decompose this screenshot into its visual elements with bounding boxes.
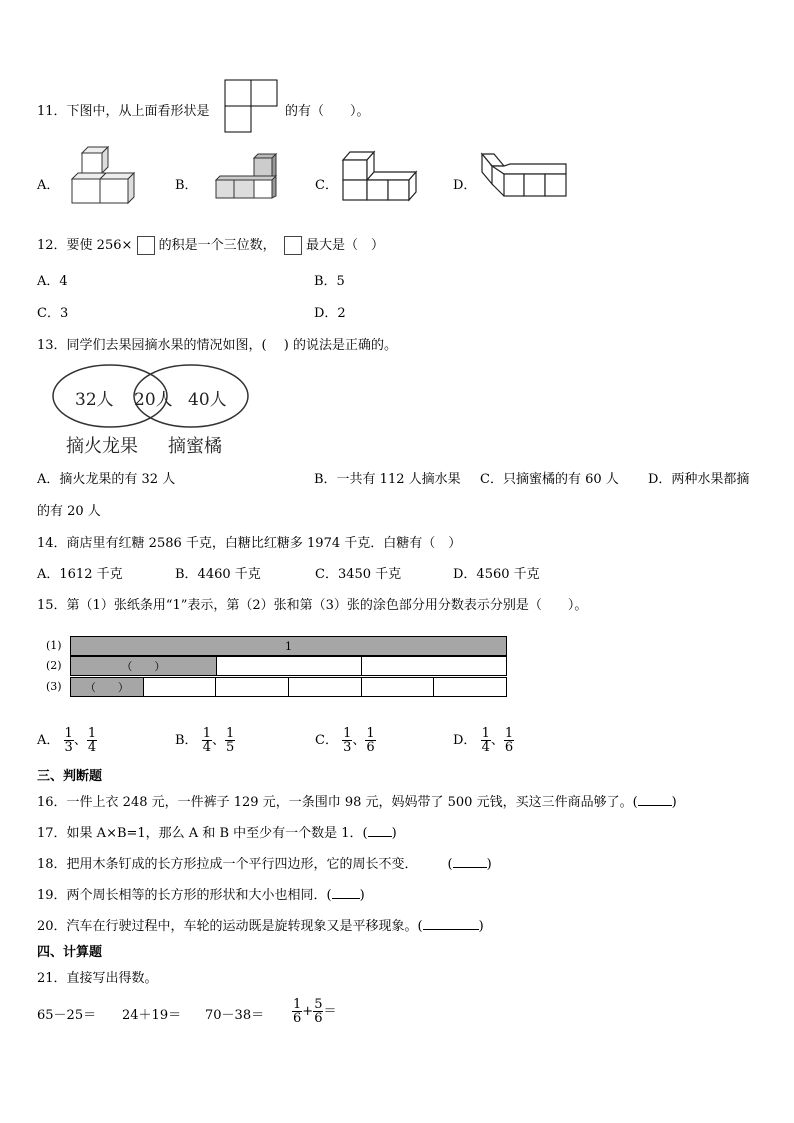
calc-item-4 (292, 992, 336, 1032)
fraction: $\frac{1}{6}$ (293, 997, 302, 1026)
cube-figure-d-icon (480, 152, 570, 200)
strip-3-part (433, 677, 507, 697)
answer-blank[interactable] (638, 805, 672, 806)
q15-stem: 15．第（1）张纸条用“1”表示，第（2）张和第（3）张的涂色部分用分数表示分别是（ ）。 (37, 598, 588, 613)
q18-text: 18．把用木条钉成的长方形拉成一个平行四边形，它的周长不变． (37, 857, 418, 872)
q15-option-a[interactable] (37, 720, 97, 762)
blank-box-icon (284, 236, 302, 255)
q12-option-d[interactable]: D．2 (314, 306, 346, 321)
section-title-calculation: 四、计算题 (37, 945, 103, 960)
q14-option-c[interactable]: C．3450 千克 (315, 567, 402, 582)
q13-option-d[interactable]: D．两种水果都摘 (648, 472, 750, 487)
q14-option-d[interactable]: D．4560 千克 (453, 567, 540, 582)
separator: 、 (73, 733, 87, 748)
section-title-judgement: 三、判断题 (37, 769, 103, 784)
strip-1-whole: 1 (70, 636, 507, 656)
q14-option-b[interactable]: B．4460 千克 (175, 567, 261, 582)
answer-blank[interactable] (453, 867, 487, 868)
fraction: $\frac{1}{5}$ (226, 726, 235, 755)
q12-stem-c: 最大是（ ） (305, 238, 384, 253)
q11-option-a[interactable]: A． (37, 178, 60, 193)
q11-option-c[interactable]: C． (315, 178, 338, 193)
strip-3-part (143, 677, 217, 697)
plus-sign: + (302, 1004, 314, 1019)
q17-text: 17．如果 A×B=1，那么 A 和 B 中至少有一个数是 1．( (37, 826, 368, 841)
top-view-shape-icon (224, 79, 280, 135)
q18-close: ) (486, 857, 492, 872)
q19 (37, 884, 365, 903)
q19-text: 19．两个周长相等的长方形的形状和大小也相同．( (37, 888, 332, 903)
q19-close: ) (359, 888, 365, 903)
q15-option-c[interactable] (315, 720, 376, 762)
option-label: A． (37, 733, 60, 748)
strip-2-part (361, 656, 507, 676)
q17-close: ) (391, 826, 397, 841)
strip-2 (70, 656, 507, 676)
q12-stem-a: 12．要使 256× (37, 238, 133, 253)
q13-stem: 13．同学们去果园摘水果的情况如图，( ) 的说法是正确的。 (37, 338, 397, 353)
venn-left-count: 32人 (75, 390, 114, 410)
venn-middle-count: 20人 (134, 390, 173, 410)
q17 (37, 822, 397, 841)
strip-3-part (288, 677, 362, 697)
strip-2-shaded: （ ） (70, 656, 217, 676)
separator: 、 (490, 733, 504, 748)
fraction: $\frac{1}{4}$ (202, 726, 211, 755)
fraction: $\frac{5}{6}$ (314, 997, 323, 1026)
separator: 、 (211, 733, 225, 748)
q12-option-c[interactable]: C．3 (37, 306, 69, 321)
venn-label-left: 摘火龙果 (66, 436, 138, 457)
strip-3 (70, 677, 507, 697)
q11-option-b[interactable]: B． (175, 178, 198, 193)
strip-label-3: (3) (46, 680, 62, 693)
q18 (37, 853, 492, 872)
fraction: $\frac{1}{4}$ (481, 726, 490, 755)
strip-3-part (361, 677, 435, 697)
q15-option-d[interactable] (453, 720, 514, 762)
q12-option-a[interactable]: A．4 (37, 274, 68, 289)
q11-stem-post: 的有（ ）。 (285, 104, 370, 119)
q16-text: 16．一件上衣 248 元，一件裤子 129 元，一条围巾 98 元，妈妈带了 500 元钱，买这三件商品够了。( (37, 795, 638, 810)
blank-box-icon (137, 236, 155, 255)
fraction: $\frac{1}{4}$ (87, 726, 97, 755)
fraction: $\frac{1}{6}$ (366, 726, 375, 755)
q16 (37, 791, 677, 810)
strip-label-2: (2) (46, 659, 62, 672)
strip-1 (70, 636, 507, 656)
answer-blank[interactable] (423, 929, 479, 930)
q21-stem: 21．直接写出得数。 (37, 971, 158, 986)
q15-option-b[interactable] (175, 720, 235, 762)
cube-figure-c-icon (340, 148, 420, 204)
fraction: $\frac{1}{6}$ (504, 726, 514, 755)
venn-label-right: 摘蜜橘 (168, 436, 222, 457)
q20 (37, 915, 484, 934)
calc-item-2: 24＋19＝ (122, 1008, 182, 1023)
separator: 、 (352, 733, 366, 748)
q20-close: ) (478, 919, 484, 934)
equals-sign: ＝ (323, 1004, 337, 1019)
strip-3-shaded: （ ） (70, 677, 144, 697)
q12-option-b[interactable]: B．5 (314, 274, 345, 289)
q11-stem-pre: 11．下图中，从上面看形状是 (37, 104, 210, 119)
venn-right-count: 40人 (188, 390, 227, 410)
cube-figure-b-icon (212, 152, 278, 202)
calc-item-3: 70－38＝ (205, 1008, 265, 1023)
strip-3-part (215, 677, 289, 697)
fraction: $\frac{1}{3}$ (343, 726, 352, 755)
q11-option-d[interactable]: D． (453, 178, 477, 193)
q13-option-b[interactable]: B．一共有 112 人摘水果 (314, 472, 461, 487)
q14-stem: 14．商店里有红糖 2586 千克，白糖比红糖多 1974 千克．白糖有（ ） (37, 536, 462, 551)
cube-figure-a-icon (70, 145, 138, 207)
option-label: C． (315, 733, 338, 748)
option-label: B． (175, 733, 198, 748)
q18-open: ( (447, 857, 453, 872)
q14-option-a[interactable]: A．1612 千克 (37, 567, 123, 582)
answer-blank[interactable] (332, 898, 360, 899)
strip-2-part (216, 656, 363, 676)
q12-stem-b: 的积是一个三位数， (158, 238, 276, 253)
q13-option-d-cont: 的有 20 人 (37, 504, 101, 519)
fraction: $\frac{1}{3}$ (64, 726, 73, 755)
q13-option-a[interactable]: A．摘火龙果的有 32 人 (37, 472, 176, 487)
strip-label-1: (1) (46, 639, 62, 652)
calc-item-1: 65－25＝ (37, 1008, 97, 1023)
option-label: D． (453, 733, 477, 748)
q13-option-c[interactable]: C．只摘蜜橘的有 60 人 (480, 472, 619, 487)
q12-stem (37, 234, 384, 255)
q16-close: ) (671, 795, 677, 810)
answer-blank[interactable] (368, 836, 392, 837)
q20-text: 20．汽车在行驶过程中，车轮的运动既是旋转现象又是平移现象。( (37, 919, 423, 934)
